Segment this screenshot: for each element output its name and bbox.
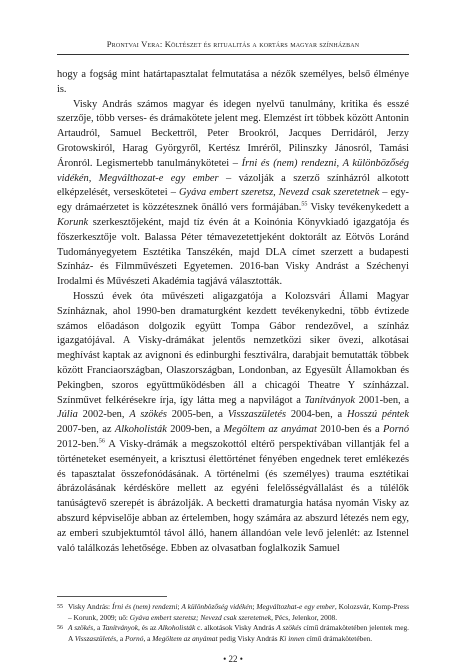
footnote-ref: 55 [301, 201, 308, 208]
text-run: , és az [138, 623, 159, 633]
italic-title: Visszaszületés [74, 633, 117, 643]
text-run: szerkesztőjeként, majd tíz évén át a Koinónia Könyvkiadó igazgatója és főszerkesztője volt. Balassa Péter témavezetettjeként doktorált az Eötvös Loránd Tudományegyetem Esztétika Tanszékén, majd DLA címet szerzett a budapesti Színház- és Filmművészeti Egyetemen. 2016-ban Visky Andrást a Széchenyi Irodalmi és Művészeti Akadémia tagjává választották. [57, 216, 409, 288]
italic-title: A szökés [129, 409, 167, 421]
italic-title: A különbözőség vidékén [181, 602, 253, 611]
text-run: 2010-ben és a [316, 424, 384, 436]
italic-title: Júlia [57, 409, 78, 421]
text-run: 2005-ben, a [166, 409, 228, 421]
text-run: c. alkotások Visky András [195, 623, 277, 633]
footnote [57, 623, 409, 643]
running-header: Prontvai Vera: Költészet és ritualitás a kortárs magyar színházban [106, 39, 360, 49]
text-run: hogy a fogság mint határtapasztalat felmutatása a nézők személyes, belső élménye is. [57, 69, 409, 95]
italic-title: Visszaszületés [227, 409, 287, 421]
text-run: 2009-ben, a [166, 424, 224, 436]
footnote [57, 602, 409, 622]
italic-title: Írni és (nem) rendezni, A különbözőség vidékén, Megválthozat-e egy ember [57, 157, 409, 184]
italic-title: Pornó [383, 424, 410, 436]
paragraph [57, 68, 409, 98]
italic-title: Tanítványok [102, 623, 138, 633]
footnotes [57, 602, 409, 644]
page-number: • 22 • [223, 654, 243, 664]
text-run: , a [93, 623, 103, 633]
text-run: 2012-ben. [57, 438, 99, 450]
text-run: , Pécs, Jelenkor, 2008. [271, 612, 338, 622]
text-run: 2004-ben, a [286, 409, 348, 421]
italic-title: Gyáva embert szeretsz, Nevezd csak szeretetnek [179, 187, 380, 199]
footnote-ref: 56 [98, 438, 105, 445]
text-run: ; [252, 602, 257, 611]
header-rule [57, 54, 409, 55]
italic-title: Megöltem az anyámat [223, 424, 317, 436]
italic-title: Pornó [124, 633, 144, 643]
italic-title: Korunk [57, 216, 89, 228]
text-run: A Visky-drámák a megszokottól eltérő perspektívában villantják fel a történeteket eseményeit, a krisztusi élettörténet fényében engednek teret emlékezés és tapasztalat összefonódásának. A történelmi (és személyes) trauma esztétikai ábrázolásának kérdéskörе mellett az egyéni felelősségvállalást és a túlélők tanúságtevő szerepét is ábrázolják. A becketti dramaturgia hatása nyomán Visky az abszurd képviselője abban az értelemben, hogy számára az abszurd létezés nem egy, az emberi szubjektumtól távol álló, hanem állandóan vele levő jelenlét: az Istennel való találkozás lehetősége. Ebben az olvasatban foglalkozik Samuel [57, 438, 409, 554]
italic-title: Tanítványok [304, 394, 356, 406]
text-run: , a [116, 633, 125, 643]
italic-title: Írni és (nem) rendezni [112, 602, 178, 611]
italic-title: Megváltozhat-e egy ember [256, 602, 335, 611]
main-text [57, 68, 409, 556]
italic-title: Alkoholisták [114, 424, 167, 436]
text-run: Visky András: [68, 602, 113, 611]
footnote-number: 56 [57, 625, 63, 632]
footnote-number: 55 [57, 604, 63, 610]
text-run: 2001-ben, a [355, 394, 409, 406]
italic-title: Gyáva embert szeretsz; Nevezd csak szeretetnek [129, 612, 272, 622]
text-run: , Kolozsvár, Komp-Press – Korunk, 2009; uő: [68, 602, 410, 622]
italic-title: Hosszú péntek [347, 409, 410, 421]
text-run: Visky tevékenykedett a [307, 202, 409, 214]
text-run: 2002-ben, [77, 409, 130, 421]
text-run: pedig Visky András [217, 633, 280, 643]
text-run: Visky András számos magyar és idegen nyelvű tanulmány, kritika és esszé szerzője, több verses- és drámakötete jelent meg. Elemzést írt többek között Antonin Artaudról, Samuel Beckettről, Peter Brookról, Jacques Derridáról, Jerzy Grotowskiról, Harag Györgyről, Kertész Imréről, Pilinszky Jánosról, Tamási Áronról. Legismertebb tanulmánykötetei – [57, 98, 409, 169]
italic-title: Alkoholisták [158, 623, 196, 633]
text-run: című drámakötetében jelentek meg. A [68, 623, 410, 643]
text-run: , a [143, 633, 153, 643]
paragraph [57, 290, 409, 556]
italic-title: A szökés [68, 623, 94, 633]
text-run: – vázolják a szerző színházról alkotott elképzelését, verseskötetei – [57, 172, 409, 199]
text-run: 2007-ben, az [57, 424, 115, 436]
text-run: című drámakötetében. [304, 633, 373, 643]
text-run: – egy-egy drámaérzetet is közzétesznek önálló vers formájában. [57, 187, 410, 214]
paragraph [57, 98, 409, 290]
text-run: ; [177, 602, 182, 611]
italic-title: Megöltem az anyámat [152, 633, 218, 643]
text-run: Hosszú évek óta művészeti aligazgatója a Kolozsvári Állami Magyar Színháznak, ahol 1990-ben dramaturgként kezdett tevékenykedni, több évtizede számos előadáson dolgozik együtt Tompa Gábor rendezővel, a színház igazgatójával. A Visky-drámákat jelentős nemzetközi siker övezi, alkotásai meghívást kaptak az avignoni és edinburghi fesztiválra, darabjait bemutatták többek között Franciaországban, Olaszországban, Londonban, az Egyesült Államokban és Pekingben, szoros együttműködésben áll a chicagói Theatre Y színházzal. Színművet felkérésekre írja, így látta meg a napvilágot a [57, 290, 409, 406]
footnote-separator [57, 596, 167, 597]
italic-title: A szökés [276, 623, 302, 633]
italic-title: Ki innen [279, 633, 305, 643]
